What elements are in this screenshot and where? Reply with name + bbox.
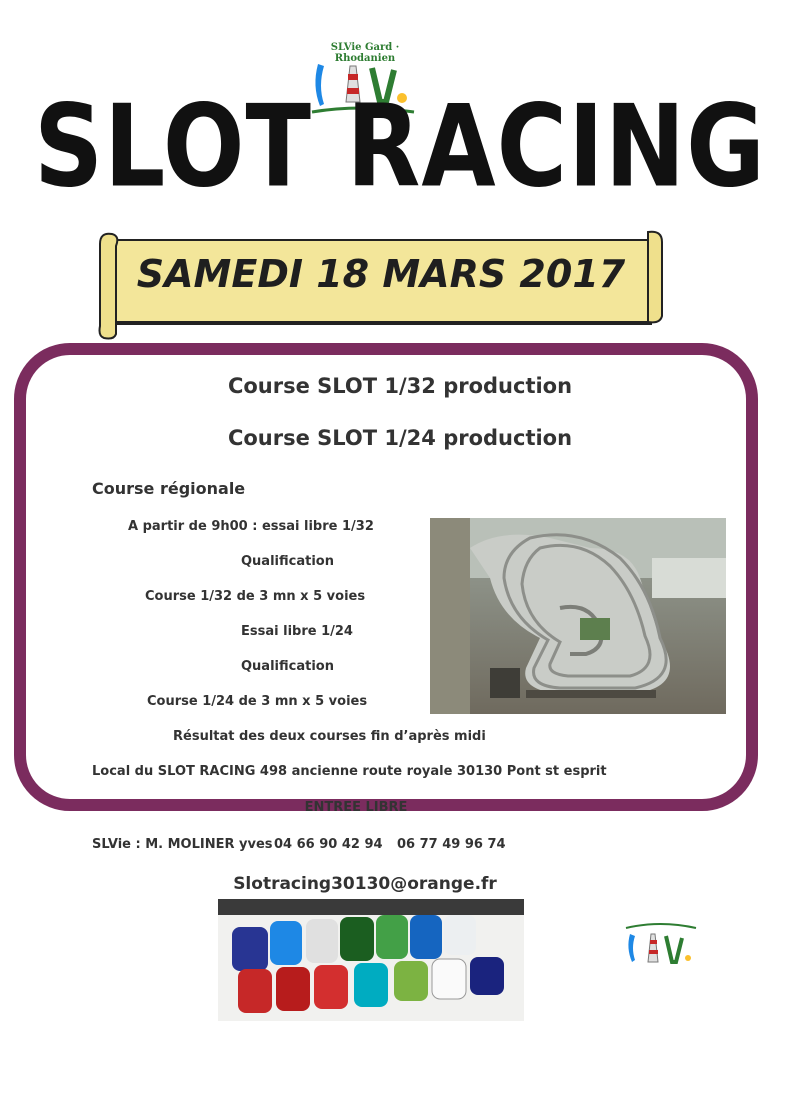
event-location: Local du SLOT RACING 498 ancienne route royale 30130 Pont st esprit bbox=[92, 764, 607, 779]
race-title-132: Course SLOT 1/32 production bbox=[227, 374, 573, 398]
race-title-124: Course SLOT 1/24 production bbox=[227, 426, 573, 450]
poster-title: SLOT RACING bbox=[34, 80, 766, 213]
organization-logo-small bbox=[620, 918, 700, 978]
contact-email: Slotracing30130@orange.fr bbox=[233, 874, 497, 894]
schedule-item: Course 1/32 de 3 mn x 5 voies bbox=[145, 589, 366, 604]
schedule-item: Qualification bbox=[241, 554, 334, 569]
entry-info: ENTREE LIBRE bbox=[304, 800, 408, 815]
schedule-item: A partir de 9h00 : essai libre 1/32 bbox=[128, 519, 374, 534]
section-title: Course régionale bbox=[92, 479, 246, 498]
schedule-item: Essai libre 1/24 bbox=[241, 624, 353, 639]
logo-org-text: SLVie Gard · Rhodanien bbox=[330, 42, 400, 64]
schedule-item: Course 1/24 de 3 mn x 5 voies bbox=[147, 694, 368, 709]
schedule-item: Qualification bbox=[241, 659, 334, 674]
contact-phone-1: 04 66 90 42 94 bbox=[274, 837, 383, 852]
contact-phone-2: 06 77 49 96 74 bbox=[397, 837, 506, 852]
contact-name: SLVie : M. MOLINER yves bbox=[92, 837, 273, 852]
track-photo bbox=[430, 518, 726, 714]
event-date: SAMEDI 18 MARS 2017 bbox=[136, 252, 626, 296]
cars-photo bbox=[218, 899, 524, 1021]
schedule-item: Résultat des deux courses fin d’après midi bbox=[173, 729, 486, 744]
